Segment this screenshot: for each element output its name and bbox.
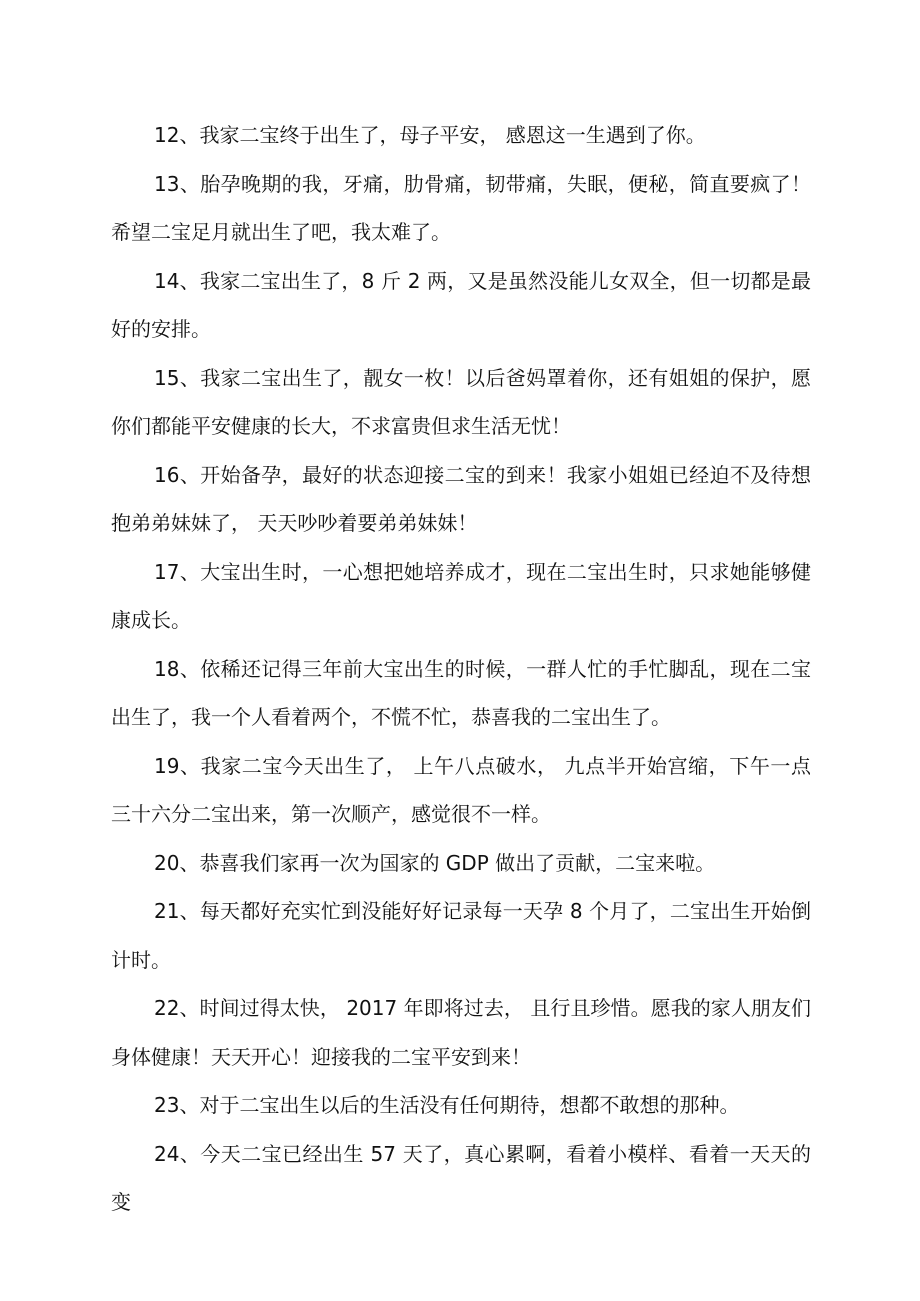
paragraph-22: 22、时间过得太快， 2017 年即将过去， 且行且珍惜。愿我的家人朋友们身体健康！天天开心！迎接我的二宝平安到来！ [111, 996, 811, 1069]
paragraph-20: 20、恭喜我们家再一次为国家的 GDP 做出了贡献，二宝来啦。 [154, 850, 716, 875]
paragraph-24: 24、今天二宝已经出生 57 天了，真心累啊，看着小模样、看着一天天的变 [111, 1141, 811, 1214]
paragraph-17: 17、大宝出生时，一心想把她培养成才，现在二宝出生时，只求她能够健康成长。 [111, 559, 811, 632]
paragraph-14: 14、我家二宝出生了，8 斤 2 两，又是虽然没能儿女双全，但一切都是最好的安排。 [111, 268, 811, 341]
paragraph-23: 23、对于二宝出生以后的生活没有任何期待，想都不敢想的那种。 [154, 1093, 740, 1117]
paragraph-18: 18、依稀还记得三年前大宝出生的时候，一群人忙的手忙脚乱，现在二宝出生了，我一个人看着两个，不慌不忙，恭喜我的二宝出生了。 [111, 656, 811, 729]
paragraph-16: 16、开始备孕，最好的状态迎接二宝的到来！我家小姐姐已经迫不及待想抱弟弟妹妹了， 天天吵吵着要弟弟妹妹！ [111, 462, 811, 535]
paragraph-12: 12、我家二宝终于出生了，母子平安， 感恩这一生遇到了你。 [154, 123, 706, 147]
paragraph-13: 13、胎孕晚期的我，牙痛，肋骨痛，韧带痛，失眠，便秘，简直要疯了！希望二宝足月就出生了吧，我太难了。 [111, 171, 811, 244]
paragraph-21: 21、每天都好充实忙到没能好好记录每一天孕 8 个月了，二宝出生开始倒计时。 [111, 899, 811, 972]
paragraph-15: 15、我家二宝出生了，靓女一枚！以后爸妈罩着你，还有姐姐的保护，愿你们都能平安健康的长大，不求富贵但求生活无忧！ [111, 365, 811, 438]
paragraph-19: 19、我家二宝今天出生了， 上午八点破水， 九点半开始宫缩，下午一点三十六分二宝出来，第一次顺产，感觉很不一样。 [111, 753, 811, 826]
document-body [111, 111, 811, 1227]
